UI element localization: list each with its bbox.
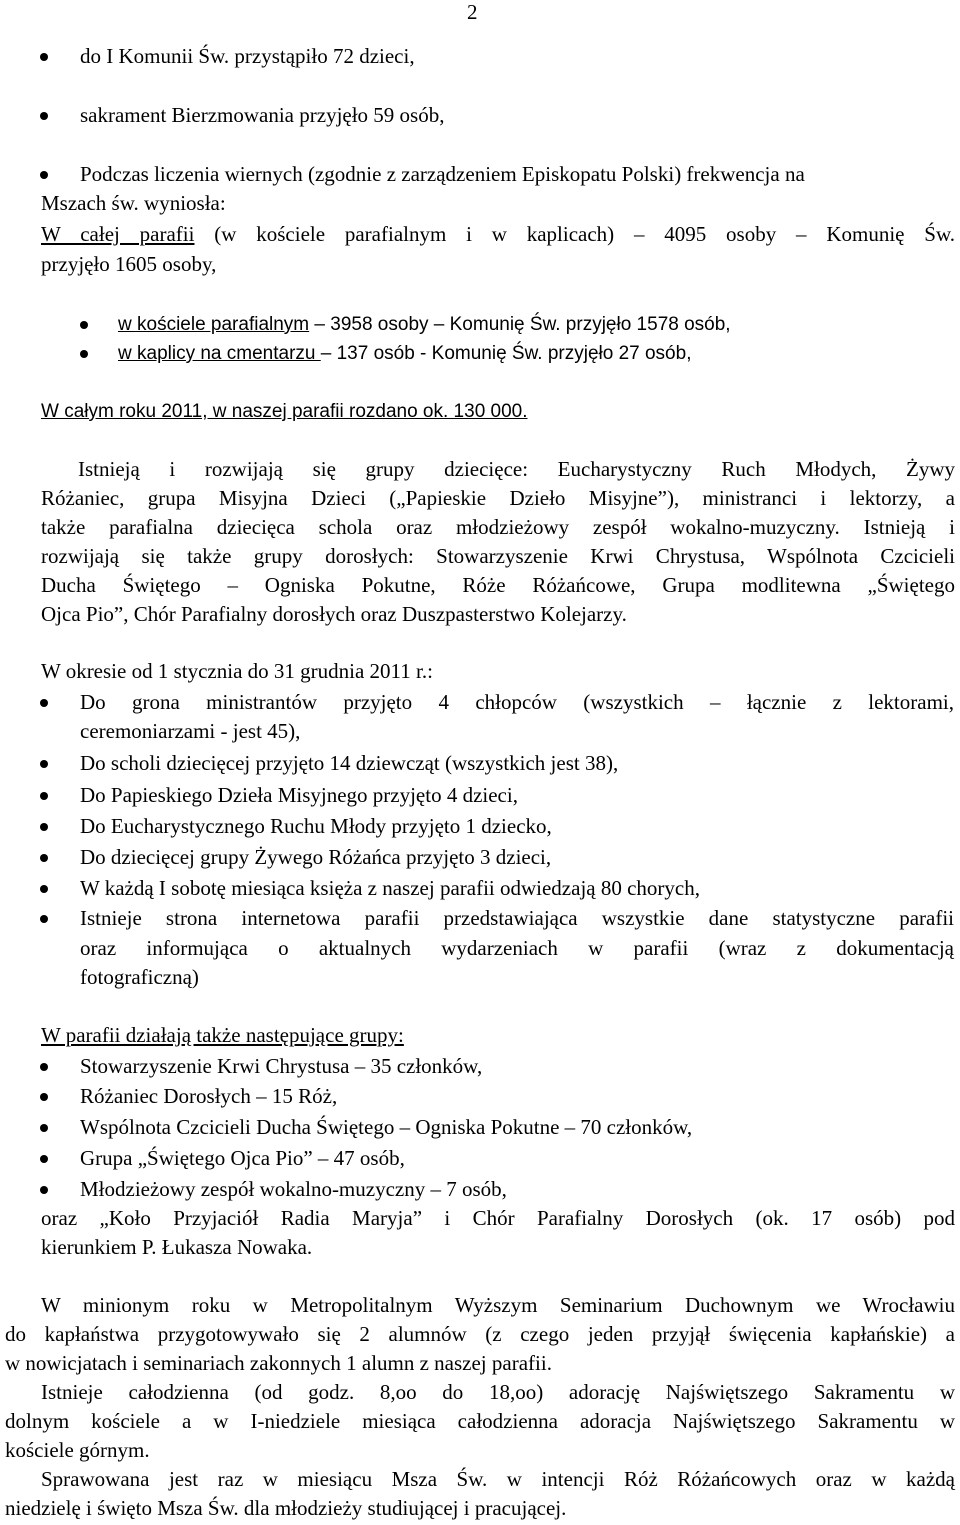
paragraph-line: Różaniec, grupa Misyjna Dzieci („Papieskie Dzieło Misyjne”), ministranci i lektorzy, a xyxy=(41,486,955,510)
list-item: sakrament Bierzmowania przyjęło 59 osób, xyxy=(80,101,444,130)
list-item: Grupa „Świętego Ojca Pio” – 47 osób, xyxy=(80,1144,405,1173)
underlined-text: W parafii działają także następujące grupy: xyxy=(41,1023,404,1047)
paragraph-line: także parafialna dziecięca schola oraz młodzieżowy zespół wokalno-muzyczny. Istnieją i xyxy=(41,515,955,539)
underlined-text: w kaplicy na cmentarzu xyxy=(118,343,321,364)
list-item: Do scholi dziecięcej przyjęto 14 dziewcząt (wszystkich jest 38), xyxy=(80,749,618,778)
list-item: Do Papieskiego Dzieła Misyjnego przyjęto 4 dzieci, xyxy=(80,781,518,810)
list-item: Wspólnota Czcicieli Ducha Świętego – Ogniska Pokutne – 70 członków, xyxy=(80,1113,692,1142)
list-item: Stowarzyszenie Krwi Chrystusa – 35 członków, xyxy=(80,1052,482,1081)
list-item: Do Eucharystycznego Ruchu Młody przyjęto 1 dziecko, xyxy=(80,812,552,841)
list-item-continuation: fotograficzną) xyxy=(80,965,199,989)
text-span: (w kościele parafialnym i w kaplicach) – 4095 osoby – Komunię Św. xyxy=(214,222,956,246)
text-span: – 137 osób - Komunię Św. przyjęło 27 osób, xyxy=(320,343,692,364)
paragraph-line: dolnym kościele a w I-niedziele miesiąca całodzienna adoracja Najświętszego Sakramentu w xyxy=(5,1409,955,1433)
underlined-text: w kościele parafialnym xyxy=(118,314,310,335)
paragraph-line: niedzielę i święto Msza Św. dla młodzieży studiującej i pracującej. xyxy=(5,1496,567,1520)
sub-list-item xyxy=(118,339,691,368)
sub-list-item xyxy=(118,310,731,339)
paragraph-line: w nowicjatach i seminariach zakonnych 1 alumn z naszej parafii. xyxy=(5,1351,552,1375)
paragraph-line: Istnieje całodzienna (od godz. 8,oo do 18,oo) adorację Najświętszego Sakramentu w xyxy=(41,1380,955,1404)
list-item: W każdą I sobotę miesiąca księża z naszej parafii odwiedzają 80 chorych, xyxy=(80,874,700,903)
text-line xyxy=(41,220,955,249)
paragraph-line: Istnieją i rozwijają się grupy dziecięce: Eucharystyczny Ruch Młodych, Żywy xyxy=(78,457,955,481)
paragraph-line: do kapłaństwa przygotowywało się 2 alumnów (z czego jeden przyjął święcenia kapłańskie) a xyxy=(5,1322,955,1346)
list-item: Różaniec Dorosłych – 15 Róż, xyxy=(80,1082,337,1111)
paragraph-line: Sprawowana jest raz w miesiącu Msza Św. w intencji Róż Różańcowych oraz w każdą xyxy=(41,1467,955,1491)
section-heading xyxy=(41,1021,955,1050)
list-item-continuation: oraz informująca o aktualnych wydarzeniach w parafii (wraz z dokumentacją xyxy=(80,936,954,960)
text-line: Mszach św. wyniosła: xyxy=(41,191,226,215)
text-line: przyjęło 1605 osoby, xyxy=(41,252,217,276)
paragraph-line: Ducha Świętego – Ogniska Pokutne, Róże Różańcowe, Grupa modlitewna „Świętego xyxy=(41,573,955,597)
paragraph-line: Ojca Pio”, Chór Parafialny dorosłych oraz Duszpasterstwo Kolejarzy. xyxy=(41,602,627,626)
list-item: Do dziecięcej grupy Żywego Różańca przyjęto 3 dzieci, xyxy=(80,843,551,872)
section-heading: W okresie od 1 stycznia do 31 grudnia 2011 r.: xyxy=(41,659,433,683)
list-item: Istnieje strona internetowa parafii przedstawiająca wszystkie dane statystyczne parafii xyxy=(80,904,954,933)
text-line: kierunkiem P. Łukasza Nowaka. xyxy=(41,1235,313,1259)
page-number: 2 xyxy=(467,0,478,24)
paragraph-line: W minionym roku w Metropolitalnym Wyższym Seminarium Duchownym we Wrocławiu xyxy=(41,1293,955,1317)
list-item-continuation: ceremoniarzami - jest 45), xyxy=(80,719,301,743)
list-item: Podczas liczenia wiernych (zgodnie z zarządzeniem Episkopatu Polski) frekwencja na xyxy=(80,160,805,189)
text-line xyxy=(41,397,955,426)
list-item: do I Komunii Św. przystąpiło 72 dzieci, xyxy=(80,42,415,71)
list-item: Młodzieżowy zespół wokalno-muzyczny – 7 osób, xyxy=(80,1175,507,1204)
text-line: oraz „Koło Przyjaciół Radia Maryja” i Chór Parafialny Dorosłych (ok. 17 osób) pod xyxy=(41,1206,955,1230)
list-item: Do grona ministrantów przyjęto 4 chłopców (wszystkich – łącznie z lektorami, xyxy=(80,688,954,717)
underlined-text: W całej parafii xyxy=(41,222,195,246)
paragraph-line: kościele górnym. xyxy=(5,1438,150,1462)
underlined-text: W całym roku 2011, w naszej parafii rozdano ok. 130 000. xyxy=(41,401,528,422)
text-span: – 3958 osoby – Komunię Św. przyjęło 1578 osób, xyxy=(309,314,731,335)
paragraph-line: rozwijają się także grupy dorosłych: Stowarzyszenie Krwi Chrystusa, Wspólnota Czcicieli xyxy=(41,544,955,568)
